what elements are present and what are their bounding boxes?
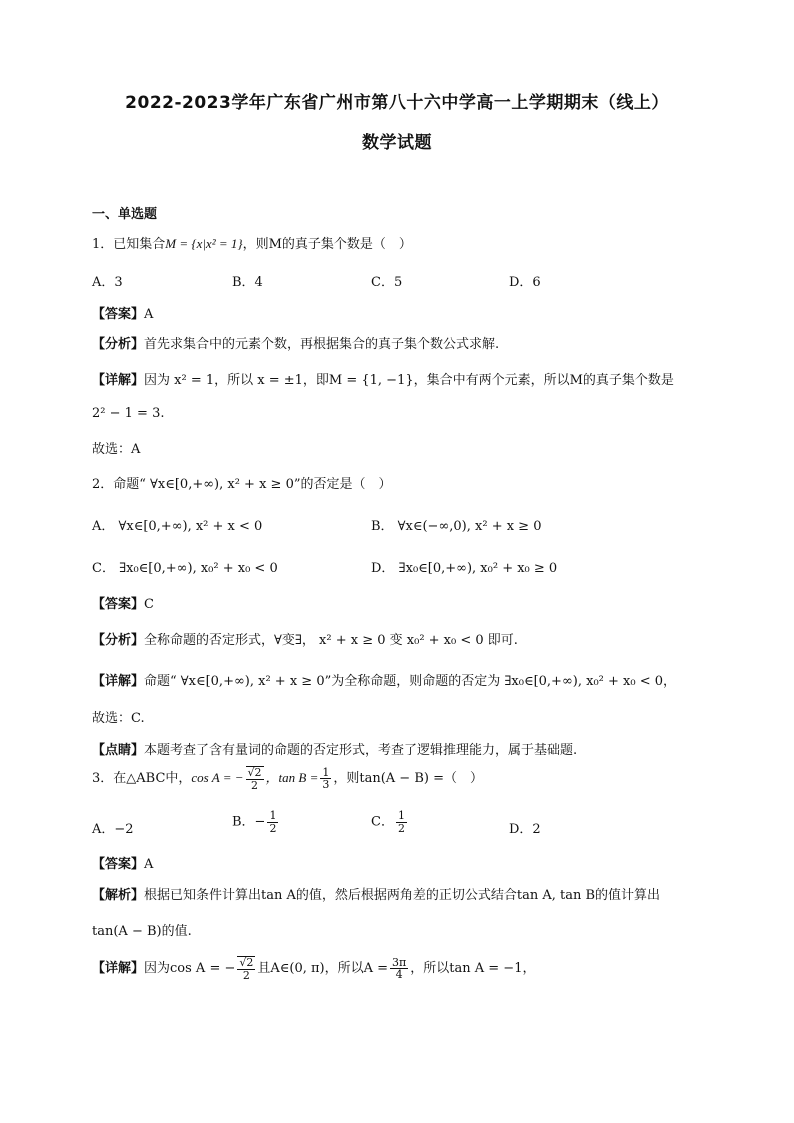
- question-2-stem: 2．命题“ ∀x∈[0,+∞), x² + x ≥ 0”的否定是（ ）: [92, 477, 392, 492]
- answer-tag: 【答案】: [92, 857, 145, 872]
- analysis-text: 全称命题的否定形式，∀变∃， x² + x ≥ 0 变 x₀² + x₀ < 0 即可.: [144, 633, 518, 648]
- q3-tan-denominator: 3: [322, 778, 330, 792]
- q1-analysis: [92, 333, 499, 352]
- q2-option-c: C． ∃x₀∈[0,+∞), x₀² + x₀ < 0: [92, 561, 278, 576]
- analysis-text: 根据已知条件计算出tan A的值，然后根据两角差的正切公式结合tan A, tan B的值计算出: [144, 888, 661, 903]
- analysis-tag: 【解析】: [92, 888, 145, 903]
- q1-option-a: A．3: [92, 275, 123, 290]
- q1-option-d: D．6: [509, 275, 541, 290]
- q3-option-b: [232, 810, 280, 834]
- q1-set-expression: M = {x|x² = 1}: [165, 236, 243, 251]
- q3-option-b-denominator: 2: [269, 821, 277, 835]
- q1-stem-suffix: ，则M的真子集个数是（ ）: [242, 237, 412, 252]
- q3-option-d: D．2: [509, 822, 541, 837]
- analysis-text: 首先求集合中的元素个数，再根据集合的真子集个数公式求解.: [144, 337, 500, 352]
- q3-cos-lhs: cos A = −: [191, 770, 244, 786]
- q3-option-b-fraction: [267, 810, 278, 834]
- q3-option-c-prefix: C．: [371, 814, 394, 830]
- detail-text: 命题“ ∀x∈[0,+∞), x² + x ≥ 0”为全称命题，则命题的否定为 ∃x₀∈[0,+∞), x₀² + x₀ < 0，: [144, 674, 677, 689]
- q3-option-c-numerator: 1: [397, 809, 405, 822]
- q3-detail-prefix: 因为cos A = −: [144, 961, 236, 977]
- analysis-tag: 【分析】: [92, 633, 145, 648]
- detail-tag: 【详解】: [92, 373, 145, 388]
- q3-analysis: [92, 884, 660, 903]
- q3-option-c-fraction: [396, 810, 407, 834]
- q1-option-b: B．4: [232, 275, 263, 290]
- question-3-stem: [92, 766, 483, 791]
- q3-detail-mid: 且A∈(0, π)，所以A =: [257, 961, 389, 977]
- q2-option-d: D． ∃x₀∈[0,+∞), x₀² + x₀ ≥ 0: [371, 561, 558, 576]
- q3-answer: [92, 853, 153, 872]
- answer-tag: 【答案】: [92, 307, 145, 322]
- q2-detail: [92, 670, 676, 689]
- q1-answer: [92, 303, 153, 322]
- answer-value: C: [144, 597, 154, 612]
- answer-value: A: [144, 857, 154, 872]
- q2-analysis: [92, 629, 518, 648]
- answer-value: A: [144, 307, 154, 322]
- q1-detail-result: 2² − 1 = 3.: [92, 406, 165, 421]
- q3-option-c: [371, 810, 409, 834]
- q3-option-b-prefix: B．−: [232, 814, 266, 830]
- q3-stem-prefix: 3．在△ABC中，: [92, 771, 192, 787]
- q3-analysis-cont: tan(A − B)的值.: [92, 924, 192, 939]
- answer-tag: 【答案】: [92, 597, 145, 612]
- q3-detail: [92, 956, 535, 981]
- q3-detail-fraction-1: [237, 956, 255, 981]
- q1-detail: [92, 369, 674, 388]
- q3-cos-numerator: √2: [247, 766, 262, 779]
- page-title: 2022-2023学年广东省广州市第八十六中学高一上学期期末（线上）: [125, 93, 669, 113]
- q1-option-c: C．5: [371, 275, 403, 290]
- q3-detail-numerator-1: √2: [239, 956, 254, 969]
- q3-detail-denominator-2: 4: [395, 968, 403, 982]
- q3-detail-denominator-1: 2: [242, 968, 250, 982]
- q3-detail-fraction-2: [390, 957, 408, 981]
- q3-option-a: A．−2: [92, 822, 134, 837]
- comment-text: 本题考查了含有量词的命题的否定形式，考查了逻辑推理能力，属于基础题.: [144, 743, 578, 758]
- page-subtitle: 数学试题: [362, 133, 432, 153]
- q3-tan-numerator: 1: [322, 765, 330, 779]
- detail-text: 因为 x² = 1，所以 x = ±1，即M = {1, −1}，集合中有两个元素，所以M的真子集个数是: [144, 373, 674, 388]
- q2-choice: 故选：C.: [92, 711, 145, 726]
- q2-answer: [92, 593, 154, 612]
- section-heading: 一、单选题: [92, 207, 158, 222]
- q1-choice: 故选：A: [92, 442, 141, 457]
- q1-stem-prefix: 1．已知集合: [92, 237, 166, 252]
- q2-option-a: A． ∀x∈[0,+∞), x² + x < 0: [92, 519, 263, 534]
- q3-tan-fraction: [320, 767, 331, 791]
- q2-comment: [92, 739, 577, 758]
- detail-tag: 【详解】: [92, 674, 145, 689]
- comment-tag: 【点睛】: [92, 743, 145, 758]
- analysis-tag: 【分析】: [92, 337, 145, 352]
- q3-cos-fraction: [246, 766, 264, 791]
- q3-option-b-numerator: 1: [269, 809, 277, 822]
- q3-tan-lhs: ，tan B =: [265, 770, 319, 786]
- q3-detail-numerator-2: 3π: [392, 955, 407, 969]
- question-1-stem: [92, 233, 412, 252]
- q2-option-b: B． ∀x∈(−∞,0), x² + x ≥ 0: [371, 519, 542, 534]
- q3-option-c-denominator: 2: [397, 821, 405, 835]
- q3-cos-denominator: 2: [251, 778, 259, 792]
- q3-stem-suffix: ，则tan(A − B) =（ ）: [333, 771, 483, 787]
- q3-detail-suffix: ，所以tan A = −1，: [410, 961, 536, 977]
- detail-tag: 【详解】: [92, 961, 145, 977]
